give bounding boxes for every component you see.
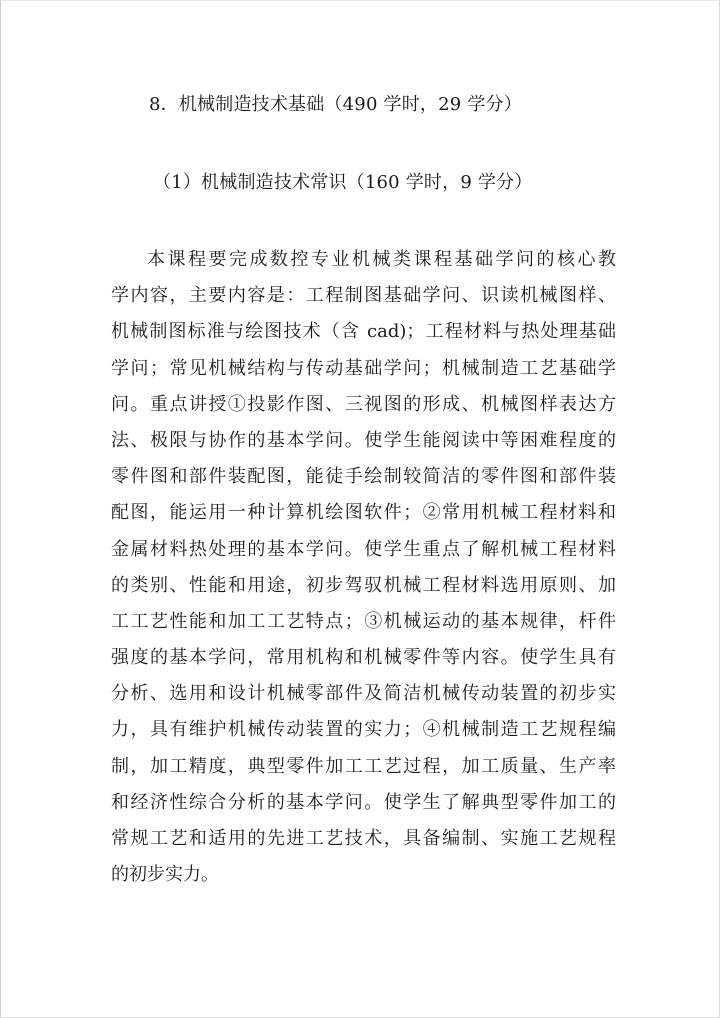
paragraph-line: 的类别、性能和用途，初步驾驭机械工程材料选用原则、加 [111,574,616,596]
paragraph-line: 金属材料热处理的基本学问。使学生重点了解机械工程材料 [111,538,616,560]
paragraph-line: 问。重点讲授①投影作图、三视图的形成、机械图样表达方 [111,393,616,415]
paragraph-line: 法、极限与协作的基本学问。使学生能阅读中等困难程度的 [111,429,616,451]
paragraph-line: 常规工艺和适用的先进工艺技术，具备编制、实施工艺规程 [111,828,616,849]
section-title: 8．机械制造技术基础（490 学时，29 学分） [149,94,522,115]
paragraph-line: 本课程要完成数控专业机械类课程基础学问的核心教 [147,249,616,270]
paragraph-line: 零件图和部件装配图，能徒手绘制较简洁的零件图和部件装 [111,466,616,488]
paragraph-line: 学问；常见机械结构与传动基础学问；机械制造工艺基础学 [111,357,616,379]
paragraph-line: 制，加工精度，典型零件加工工艺过程，加工质量、生产率 [111,755,616,777]
paragraph-line: 工工艺性能和加工工艺特点；③机械运动的基本规律，杆件 [111,610,616,632]
paragraph-line: 和经济性综合分析的基本学问。使学生了解典型零件加工的 [111,791,616,813]
body-paragraph [111,242,616,893]
paragraph-line: 强度的基本学问，常用机构和机械零件等内容。使学生具有 [111,647,616,669]
paragraph-line: 配图，能运用一种计算机绘图软件；②常用机械工程材料和 [111,502,616,524]
paragraph-line: 分析、选用和设计机械零部件及简洁机械传动装置的初步实 [111,683,616,705]
paragraph-line: 机械制图标准与绘图技术（含 cad)；工程材料与热处理基础 [111,321,616,343]
subsection-title: （1）机械制造技术常识（160 学时，9 学分） [153,172,533,193]
paragraph-line: 的初步实力。 [111,864,219,886]
paragraph-line: 学内容，主要内容是：工程制图基础学问、识读机械图样、 [111,285,616,307]
paragraph-line: 力，具有维护机械传动装置的实力；④机械制造工艺规程编 [111,719,616,741]
